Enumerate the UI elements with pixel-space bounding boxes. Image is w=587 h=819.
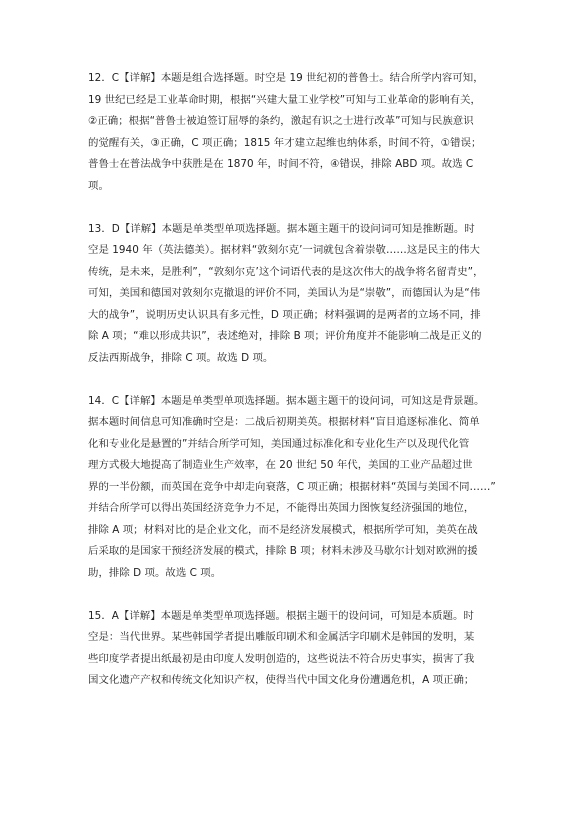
text-line: 15．A【详解】本题是单类型单项选择题。根据主题干的设问词，可知是本质题。时 — [88, 609, 474, 622]
text-line: 空是：当代世界。某些韩国学者提出雕版印刷术和金属活字印刷术是韩国的发明，某 — [88, 631, 475, 643]
text-line: 19 世纪已经是工业革命时期，根据“兴建大量工业学校”可知与工业革命的影响有关， — [88, 93, 481, 106]
text-line: 12．C【详解】本题是组合选择题。时空是 19 世纪初的普鲁士。结合所学内容可知， — [88, 72, 484, 84]
explanation-q15 — [88, 606, 500, 692]
explanation-q13 — [88, 219, 500, 370]
text-line: 国文化遗产产权和传统文化知识产权，使得当代中国文化身份遭遇危机，A 项正确； — [88, 674, 475, 686]
explanation-q14 — [88, 391, 500, 585]
text-line: 并结合所学可以得出英国经济竞争力不足，不能得出英国力图恢复经济强国的地位， — [88, 502, 475, 514]
answer-explanations — [88, 68, 500, 692]
text-line: 反法西斯战争，排除 C 项。故选 D 项。 — [88, 351, 274, 364]
text-line: 大的战争”，说明历史认识具有多元性，D 项正确；材料强调的是两者的立场不同，排 — [88, 308, 481, 321]
text-line: 除 A 项；“难以形成共识”，表述绝对，排除 B 项；评价角度并不能影响二战是正义的 — [88, 330, 482, 342]
text-line: 界的一半份额，而英国在竞争中却走向衰落，C 项正确；根据材料“英国与美国不同……” — [88, 480, 496, 493]
text-line: 排除 A 项；材料对比的是企业文化，而不是经济发展模式，根据所学可知，美英在战 — [88, 523, 478, 536]
text-line: ②正确；根据“普鲁士被迫签订屈辱的条约，激起有识之士进行改革”可知与民族意识 — [88, 115, 474, 127]
text-line: 普鲁士在普法战争中获胜是在 1870 年，时间不符，④错误，排除 ABD 项。故选 C — [88, 158, 474, 170]
text-line: 化和专业化是悬置的”并结合所学可知，美国通过标准化和专业化生产以及现代化管 — [88, 437, 470, 450]
text-line: 可知，美国和德国对敦刻尔克撤退的评价不同，美国认为是“崇敬”，而德国认为是“伟 — [88, 287, 481, 299]
text-line: 空是 1940 年（英法德美）。据材料“敦刻尔克’一词就包含着崇敬……这是民主的伟大 — [88, 244, 480, 256]
text-line: 助，排除 D 项。故选 C 项。 — [88, 566, 222, 579]
explanation-q12 — [88, 68, 500, 197]
text-line: 理方式极大地提高了制造业生产效率，在 20 世纪 50 年代，美国的工业产品超过世 — [88, 459, 473, 471]
text-line: 后采取的是国家干预经济发展的模式，排除 B 项；材料未涉及马歇尔计划对欧洲的援 — [88, 545, 478, 557]
text-line: 13．D【详解】本题是单类型单项选择题。据本题主题干的设问词可知是推断题。时 — [88, 222, 475, 235]
text-line: 些印度学者提出纸最初是由印度人发明创造的，这些说法不符合历史事实，损害了我 — [88, 652, 475, 665]
text-line: 据本题时间信息可知准确时空是：二战后初期美英。根据材料“盲目追逐标准化、简单 — [88, 416, 480, 428]
text-line: 传统，是未来，是胜利”，“敦刻尔克’这个词语代表的是这次伟大的战争将名留青史”， — [88, 265, 484, 278]
text-line: 的觉醒有关，③正确，C 项正确；1815 年才建立起维也纳体系，时间不符，①错误； — [88, 136, 482, 149]
text-line: 项。 — [88, 179, 109, 192]
text-line: 14．C【详解】本题是单类型单项选择题。据本题主题干的设问词，可知这是背景题。 — [88, 394, 485, 407]
